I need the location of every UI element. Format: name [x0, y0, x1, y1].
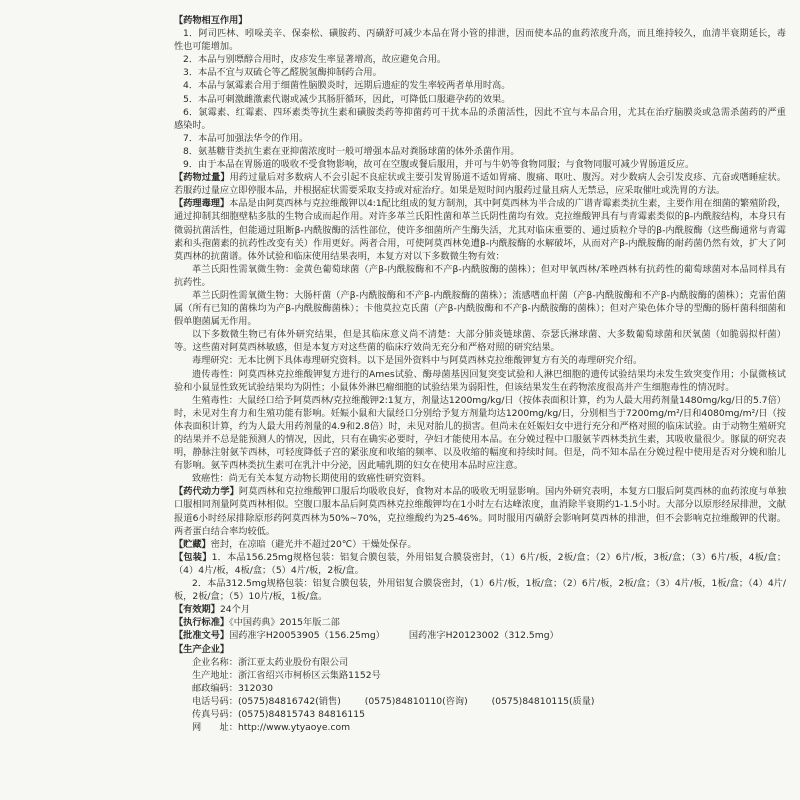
- carcinogenicity-text: 致癌性：尚无有关本复方动物长期使用的致癌性研究资料。: [192, 473, 431, 485]
- address-row: [174, 669, 786, 682]
- interaction-heading: 【药物相互作用】: [174, 15, 248, 26]
- validity-heading: 【有效期】: [174, 604, 220, 616]
- interaction-item-4: 4．本品与氯霉素合用于细菌性脑膜炎时，远期后遗症的发生率较两者单用时高。: [183, 80, 511, 92]
- interaction-item-3: 3．本品不宜与双硫仑等乙醛脱氢酶抑制药合用。: [183, 67, 382, 79]
- approval-heading: 【批准文号】: [174, 630, 230, 642]
- website-row: [174, 721, 786, 734]
- postcode-row: [174, 682, 786, 695]
- phone-label: 电话号码：: [192, 695, 238, 707]
- manufacturer-heading: 【生产企业】: [174, 643, 230, 655]
- overdose-heading: 【药物过量】: [174, 172, 230, 184]
- fax-value: (0575)84815743 84816115: [237, 708, 365, 720]
- phone-sales: (0575)84816742(销售): [237, 695, 341, 707]
- pk-section: [174, 485, 786, 537]
- validity-section: [174, 603, 786, 616]
- interaction-item-9: 9．由于本品在胃肠道的吸收不受食物影响，故可在空腹或餐后服用，并可与牛奶等食物同服；与食物同服可减少胃肠道反应。: [183, 159, 695, 171]
- storage-section: [174, 538, 786, 551]
- company-name: 浙江亚太药业股份有限公司: [237, 656, 349, 668]
- phone-row: [174, 695, 786, 708]
- address-value: 浙江省绍兴市柯桥区云集路1152号: [237, 669, 381, 681]
- interaction-item-6: 6．氯霉素、红霉素、四环素类等抗生素和磺胺类药等抑菌药可干扰本品的杀菌活性，因此不宜与本品合用，尤其在治疗脑膜炎或急需杀菌药的严重感染时。: [174, 106, 786, 131]
- package-line-1: 1．本品156.25mg规格包装：铝复合膜包装，外用铝复合膜袋密封，（1）6片/板，2板/盒；（2）6片/板，3板/盒；（3）6片/板，4板/盒；（4）4片/板，4板/盒；（5）4片/板，2板/盒。: [174, 551, 787, 576]
- fax-label: 传真号码：: [192, 708, 238, 720]
- toxicology-heading: 【药理毒理】: [174, 198, 230, 210]
- pk-text: 阿莫西林和克拉维酸钾口服后均吸收良好，食物对本品的吸收无明显影响。国内外研究表明，本复方口服后阿莫西林的血药浓度与单独口服相同剂量阿莫西林相似。空腹口服本品后阿莫西林克拉维酸钾均在1小时左右达峰浓度，血消除半衰期约1-1.5小时。大部分以原形经尿排泄，文献报道6小时经尿排除原形药阿莫西林为50%~70%，克拉维酸约为25-46%。同时服用丙磺舒会影响阿莫西林的排泄，但不会影响克拉维酸钾的代谢。两者蛋白结合率均较低。: [174, 486, 787, 537]
- approval-section: [174, 629, 786, 642]
- reproductive-toxicity-text: 生殖毒性：大鼠经口给予阿莫西林/克拉维酸钾2:1复方，剂量达1200mg/kg/日（按体表面积计算，约为人最大用药剂量1480mg/kg/日的5.7倍）时，未见对生育力和生殖功能有影响。妊娠小鼠和大鼠经口分别给予复方剂量均达1200mg/kg/日，分别相当于7200mg/m²/日和4080mg/m²/日（按体表面积计算，约为人最大用药剂量的4.9和2.8倍）时，未见对胎儿的损害。但尚未在妊娠妇女中进行充分和严格对照的临床试验。由于动物生殖研究的结果并不总是能预测人的情况，因此，只有在确实必要时，孕妇才能使用本品。在分娩过程中口服氨苄西林类抗生素，其吸收量很少。豚鼠的研究表明，静脉注射氨苄西林，可轻度降低子宫的紧张度和收缩的频率、以及收缩的幅度和持续时间。但是，尚不知本品在分娩过程中使用是否对分娩和胎儿有影响。氨苄西林类抗生素可在乳汁中分泌，因此哺乳期的妇女在使用本品时应注意。: [174, 394, 786, 472]
- interaction-item-7: 7．本品可加强法华令的作用。: [183, 132, 309, 144]
- overdose-section: [174, 171, 786, 197]
- package-heading: 【包装】: [174, 551, 212, 563]
- storage-text: 密封，在凉暗（避光并不超过20℃）干燥处保存。: [210, 538, 417, 550]
- interaction-item-5: 5．本品可刺激雌激素代谢或减少其肠肝循环，因此，可降低口服避孕药的效果。: [183, 93, 511, 105]
- approval-number-1: 国药准字H20053905（156.25mg）: [229, 630, 385, 642]
- fax-row: [174, 708, 786, 721]
- address-label: 生产地址：: [192, 669, 238, 681]
- package-section: [174, 551, 786, 577]
- company-name-label: 企业名称：: [192, 656, 238, 668]
- manufacturer-section: [174, 643, 786, 735]
- standard-heading: 【执行标准】: [174, 617, 230, 629]
- storage-heading: 【贮藏】: [174, 538, 211, 550]
- interaction-item-2: 2．本品与别嘌醇合用时，皮疹发生率显著增高，故应避免合用。: [183, 54, 447, 66]
- toxicology-text-3: 革兰氏阴性需氧微生物：大肠杆菌（产β-内酰胺酶和不产β-内酰胺酶的菌株）；流感嗜血杆菌（产β-内酰胺酶和不产β-内酰胺酶的菌株）；克雷伯菌属（所有已知的菌株均为产β-内酰胺酶菌株）；卡他莫拉克氏菌（产β-内酰胺酶和不产β-内酰胺酶的菌株）；但对产染色体介导的型酶的肠杆菌科细菌和假单胞菌属无作用。: [174, 289, 786, 328]
- toxicology-section: [174, 197, 786, 262]
- package-line-2: 2．本品312.5mg规格包装：铝复合膜包装，外用铝复合膜袋密封，（1）6片/板，1板/盒；（2）6片/板，2板/盒；（3）4片/板，1板/盒；（4）4片/板，2板/盒；（5）10片/板，1板/盒。: [174, 578, 786, 603]
- postcode-label: 邮政编码：: [192, 682, 238, 694]
- tox-study-text: 毒理研究：无本比例下具体毒理研究资料。以下是国外资料中与阿莫西林克拉维酸钾复方有关的毒理研究介绍。: [192, 355, 643, 367]
- website-value: http://www.ytyaoye.com: [237, 722, 351, 734]
- standard-section: [174, 616, 786, 629]
- toxicology-text-1: 本品是由阿莫西林与克拉维酸钾以4:1配比组成的复方制剂，其中阿莫西林为半合成的广谱青霉素类抗生素，主要作用在细菌的繁殖阶段，通过抑制其细胞壁粘多肽的生物合成而起作用。对许多革兰氏阳性菌和革兰氏阴性菌均有效。克拉维酸钾具有与青霉素类似的β-内酰胺结构，本身只有微弱抗菌活性，但能通过阻断β-内酰胺酶的活性部位，使许多细菌所产生酶失活，尤其对临床重要的、通过质粒介导的β-内酰胺酶（这些酶通常与青霉素和头孢菌素的抗药性改变有关）作用更好。两者合用，可使阿莫西林免遭β-内酰胺酶的水解破坏，从而对产β-内酰胺酶的耐药菌仍然有效，扩大了阿莫西林的抗菌谱。体外试验和临床使用结果表明，本复方对以下多数微生物有效：: [174, 198, 787, 262]
- postcode-value: 312030: [237, 682, 274, 694]
- phone-consult: (0575)84810110(咨询): [364, 695, 468, 707]
- toxicology-text-2: 革兰氏阳性需氧微生物：金黄色葡萄球菌（产β-内酰胺酶和不产β-内酰胺酶的菌株）；但对甲氧西林/苯唑西林有抗药性的葡萄球菌对本品同样具有抗药性。: [174, 263, 786, 288]
- toxicology-text-4: 以下多数微生物已有体外研究结果，但是其临床意义尚不清楚：大部分肺炎链球菌、奈瑟氏淋球菌、大多数葡萄球菌和厌氧菌（如脆弱拟杆菌）等。这些菌对阿莫西林敏感，但是本复方对这些菌的临床疗效尚无充分和严格对照的研究结果。: [174, 329, 786, 354]
- phone-quality: (0575)84810115(质量): [491, 695, 595, 707]
- genotoxicity-text: 遗传毒性：阿莫西林克拉维酸钾复方进行的Ames试验、酶母菌基因回复突变试验和人淋巴细胞的遗传试验结果均未发生致突变作用；小鼠微核试验和小鼠显性致死试验结果均为阴性；小鼠体外淋巴瘤细胞的试验结果为弱阳性，但该结果发生在药物浓度很高并产生细胞毒性的情况时。: [174, 368, 786, 393]
- company-name-row: [174, 656, 786, 669]
- interaction-item-8: 8．氨基糖苷类抗生素在亚抑菌浓度时一般可增强本品对粪肠球菌的体外杀菌作用。: [183, 145, 520, 157]
- approval-number-2: 国药准字H20123002（312.5mg）: [408, 630, 559, 642]
- validity-text: 24个月: [219, 604, 251, 616]
- interaction-list: [174, 27, 786, 171]
- interaction-item-1: 1．阿司匹林、吲哚美辛、保泰松、磺胺药、丙磺舒可减少本品在肾小管的排泄，因而使本品的血药浓度升高，而且维持较久，血清半衰期延长，毒性也可能增加。: [174, 28, 786, 53]
- manufacturer-heading-row: [174, 643, 786, 656]
- pk-heading: 【药代动力学】: [174, 486, 239, 498]
- overdose-text: 用药过量后对多数病人不会引起不良症状或主要引发胃肠道不适如胃痛、腹痛、呕吐、腹泻。对少数病人会引发皮疹、亢奋或嗜睡症状。若服药过量应立即停服本品，并根据症状需要采取支持或对症治疗。如果是短时间内服药过量且病人无禁忌，应采取催吐或洗胃的方法。: [174, 172, 787, 197]
- standard-text: 《中国药典》2015年版二部: [229, 617, 340, 629]
- website-label: 网 址：: [192, 722, 238, 734]
- insert-content: [174, 14, 786, 734]
